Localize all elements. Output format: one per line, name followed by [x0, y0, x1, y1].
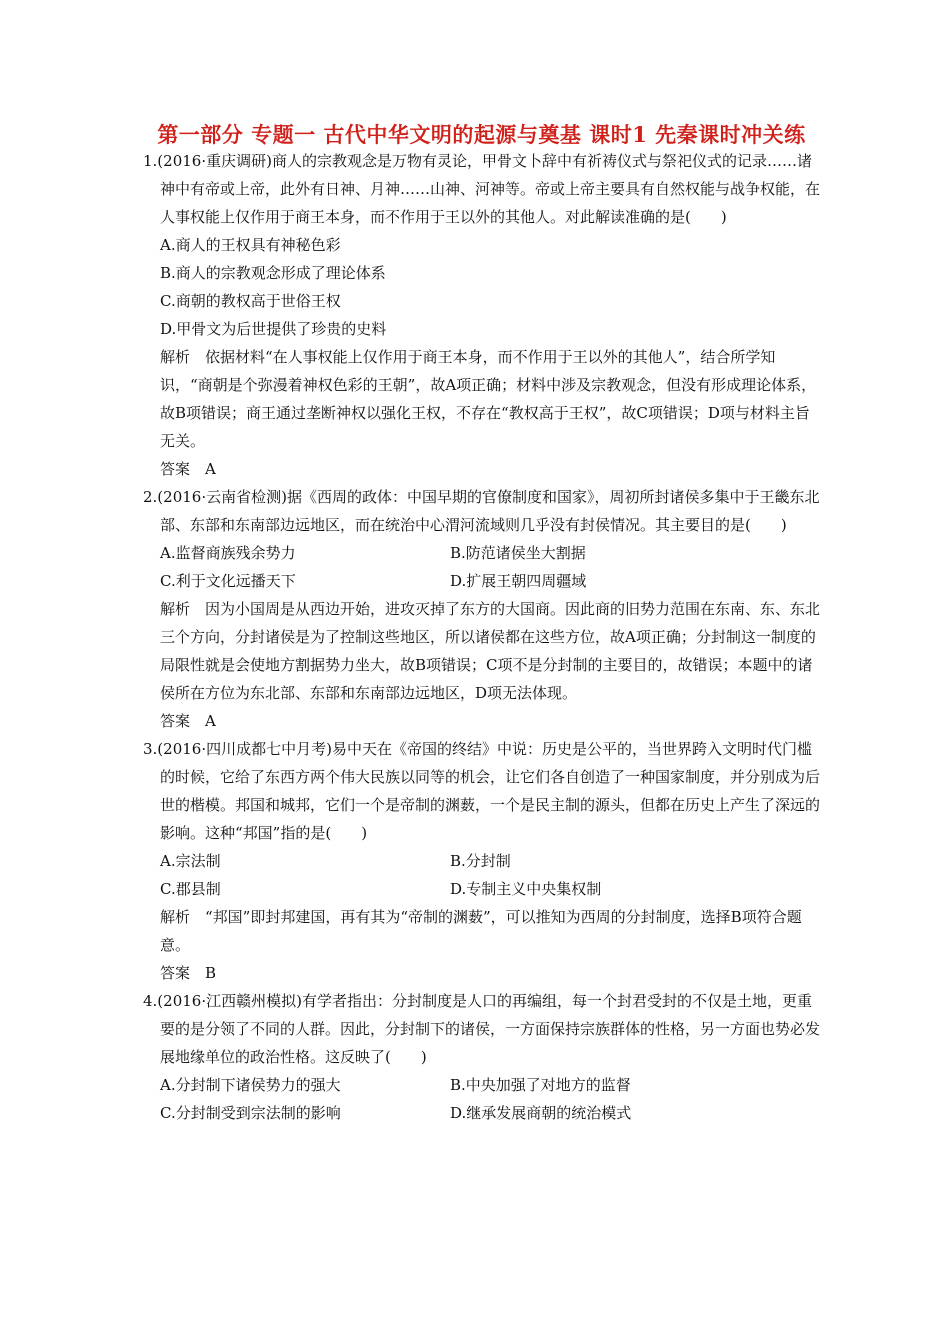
question-1 [143, 147, 820, 483]
question-2 [143, 483, 820, 735]
question-stem: 1.(2016·重庆调研)商人的宗教观念是万物有灵论，甲骨文卜辞中有祈祷仪式与祭祀仪式的记录……诸神中有帝或上帝，此外有日神、月神……山神、河神等。帝或上帝主要具有自然权能与战争权能，在人事权能上仅作用于商王本身，而不作用于王以外的其他人。对此解读准确的是( ) [143, 152, 821, 226]
option-d: D.继承发展商朝的统治模式 [450, 1104, 632, 1122]
analysis: 解析 “邦国”即封邦建国，再有其为“帝制的渊薮”，可以推知为西周的分封制度，选择B项符合题意。 [160, 908, 802, 954]
option-c: C.利于文化远播天下 [160, 572, 296, 590]
option-a: A.宗法制 [160, 852, 221, 870]
question-stem: 4.(2016·江西赣州模拟)有学者指出：分封制度是人口的再编组，每一个封君受封的不仅是土地，更重要的是分领了不同的人群。因此，分封制下的诸侯，一方面保持宗族群体的性格，另一方面也势必发展地缘单位的政治性格。这反映了( ) [143, 992, 821, 1066]
question-4 [143, 987, 820, 1127]
option-d: D.甲骨文为后世提供了珍贵的史料 [160, 320, 387, 338]
analysis: 解析 依据材料“在人事权能上仅作用于商王本身，而不作用于王以外的其他人”，结合所学知识，“商朝是个弥漫着神权色彩的王朝”，故A项正确；材料中涉及宗教观念，但没有形成理论体系，故B项错误；商王通过垄断神权以强化王权，不存在“教权高于王权”，故C项错误；D项与材料主旨无关。 [160, 348, 817, 450]
question-3 [143, 735, 820, 987]
question-stem: 2.(2016·云南省检测)据《西周的政体：中国早期的官僚制度和国家》，周初所封诸侯多集中于王畿东北部、东部和东南部边远地区，而在统治中心渭河流域则几乎没有封侯情况。其主要目的是( ) [143, 488, 820, 534]
option-c: C.商朝的教权高于世俗王权 [160, 292, 341, 310]
option-a: A.商人的王权具有神秘色彩 [160, 236, 341, 254]
analysis: 解析 因为小国周是从西边开始，进攻灭掉了东方的大国商。因此商的旧势力范围在东南、东、东北三个方向，分封诸侯是为了控制这些地区，所以诸侯都在这些方位，故A项正确；分封制这一制度的局限性就是会使地方割据势力坐大，故B项错误；C项不是分封制的主要目的，故错误；本题中的诸侯所在方位为东北部、东部和东南部边远地区，D项无法体现。 [160, 600, 821, 702]
options-grid [143, 539, 820, 595]
option-d: D.专制主义中央集权制 [450, 880, 602, 898]
option-b: B.分封制 [450, 852, 511, 870]
option-b: B.防范诸侯坐大割据 [450, 544, 586, 562]
question-stem: 3.(2016·四川成都七中月考)易中天在《帝国的终结》中说：历史是公平的，当世界跨入文明时代门槛的时候，它给了东西方两个伟大民族以同等的机会，让它们各自创造了一种国家制度，并分别成为后世的楷模。邦国和城邦，它们一个是帝制的渊薮，一个是民主制的源头，但都在历史上产生了深远的影响。这种“邦国”指的是( ) [143, 740, 821, 842]
option-a: A.分封制下诸侯势力的强大 [160, 1076, 341, 1094]
answer: 答案 A [160, 712, 216, 730]
answer: 答案 A [160, 460, 216, 478]
answer: 答案 B [160, 964, 217, 982]
option-d: D.扩展王朝四周疆域 [450, 572, 587, 590]
option-c: C.分封制受到宗法制的影响 [160, 1104, 341, 1122]
option-b: B.商人的宗教观念形成了理论体系 [160, 264, 386, 282]
option-b: B.中央加强了对地方的监督 [450, 1076, 631, 1094]
option-c: C.郡县制 [160, 880, 221, 898]
options-grid [143, 847, 820, 903]
options-grid [143, 1071, 820, 1127]
option-a: A.监督商族残余势力 [160, 544, 296, 562]
page-title: 第一部分 专题一 古代中华文明的起源与奠基 课时1 先秦课时冲关练 [157, 122, 806, 147]
